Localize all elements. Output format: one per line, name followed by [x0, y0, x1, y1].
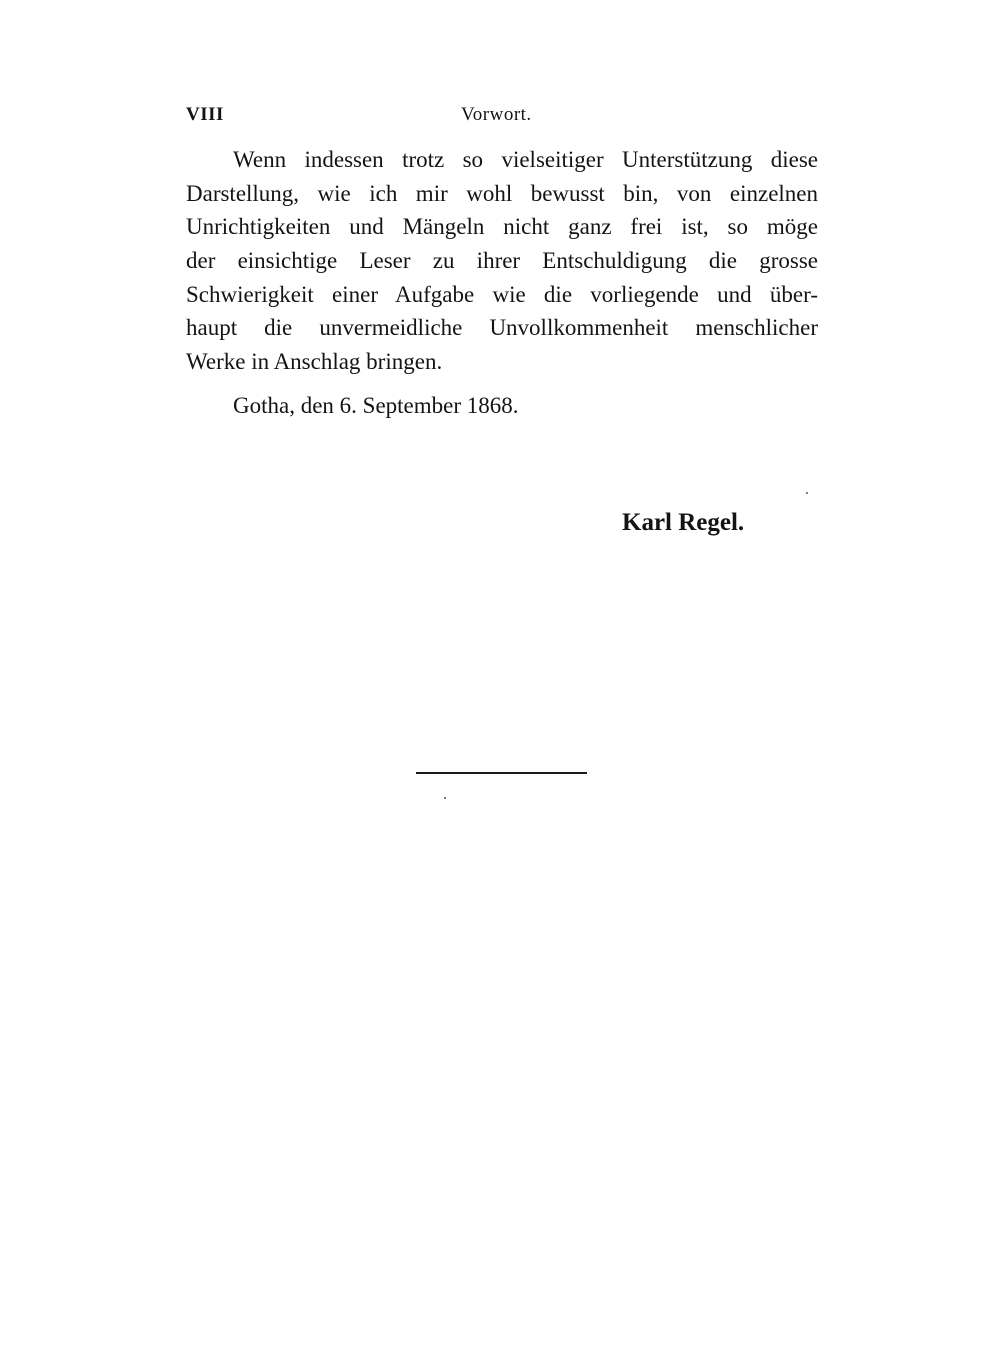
text-line: Schwierigkeit einer Aufgabe wie die vorliegende und über- [186, 281, 818, 307]
text-line: der einsichtige Leser zu ihrer Entschuldigung die grosse [186, 248, 818, 274]
text-line: Darstellung, wie ich mir wohl bewusst bin, von einzelnen [186, 180, 818, 206]
paragraph [186, 143, 818, 379]
text-line: haupt die unvermeidliche Unvollkommenheit menschlicher [186, 315, 818, 341]
text-line: Unrichtigkeiten und Mängeln nicht ganz frei ist, so möge [186, 214, 818, 240]
running-head: Vorwort. [461, 104, 532, 125]
text-line: Werke in Anschlag bringen. [186, 349, 443, 375]
signature: Karl Regel. [622, 509, 745, 536]
dateline: Gotha, den 6. September 1868. [233, 393, 519, 418]
print-speck [444, 797, 446, 799]
text-line: Wenn indessen trotz so vielseitiger Unterstützung diese [233, 147, 818, 172]
page-header [186, 104, 818, 130]
closing-rule [416, 772, 587, 774]
print-speck [806, 492, 808, 494]
page-number: VIII [186, 104, 224, 125]
